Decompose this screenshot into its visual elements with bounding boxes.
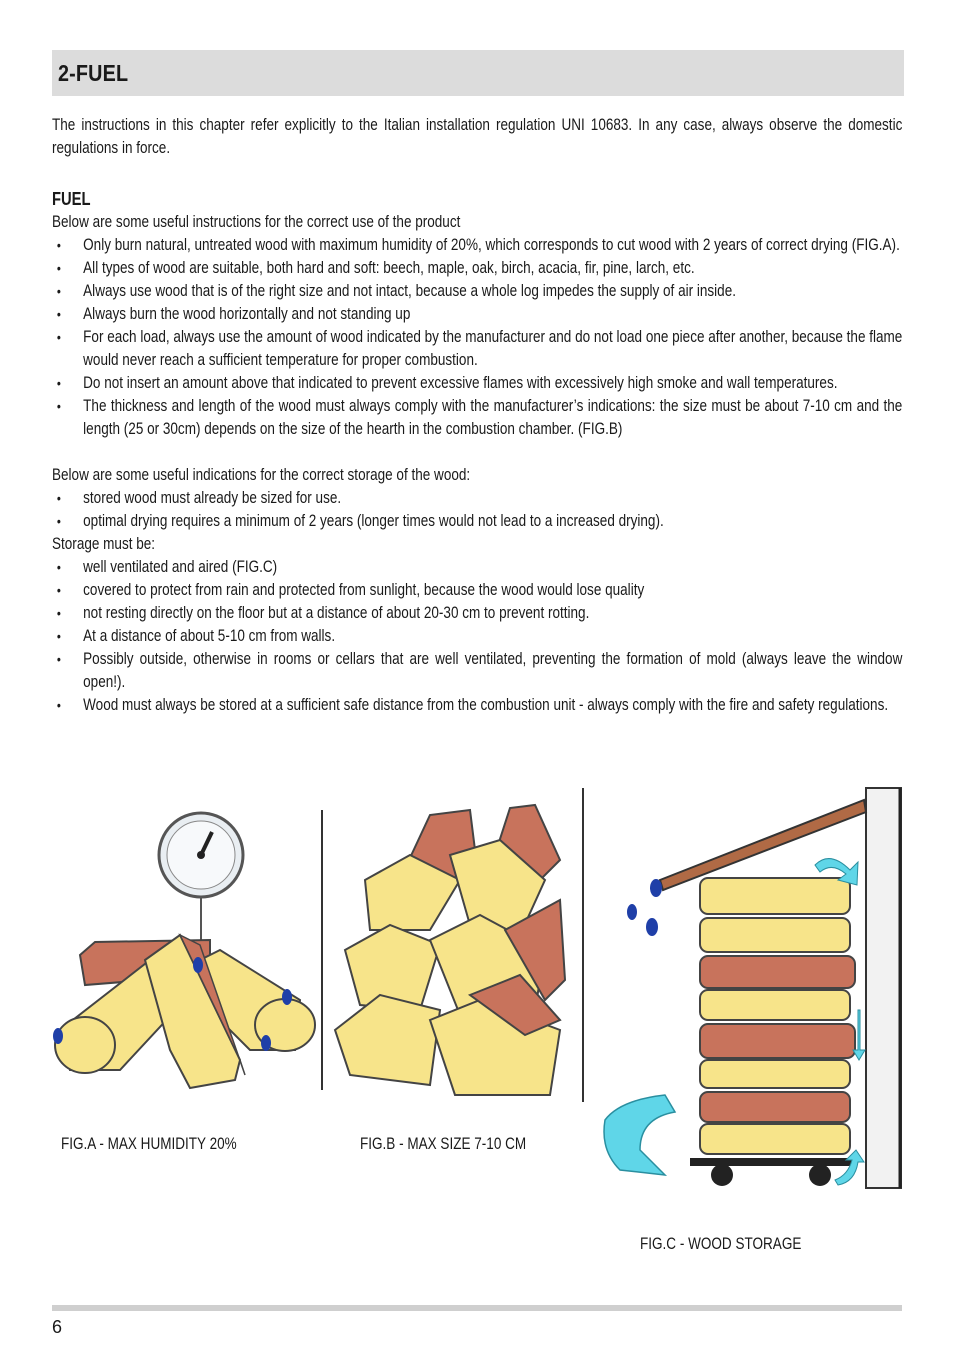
section-title: 2-FUEL	[58, 60, 129, 86]
list-item: • For each load, always use the amount of wood indicated by the manufacturer and do not load one piece after another, because the flame would never reach a sufficient temperature for proper combustion.	[56, 328, 903, 369]
list-item: • All types of wood are suitable, both hard and soft: beech, maple, oak, birch, acacia, fir, pine, larch, etc.	[56, 259, 695, 277]
fuel-heading: FUEL	[52, 189, 91, 209]
footer-divider	[52, 1305, 902, 1311]
section-header	[52, 50, 904, 96]
list-item: • stored wood must already be sized for use.	[56, 489, 342, 507]
storage-must-be-label: Storage must be:	[52, 535, 156, 553]
storage-bullet-list	[52, 487, 902, 533]
fig-c-illustration	[604, 788, 901, 1188]
storage-requirements-list	[52, 556, 902, 717]
list-item: • Do not insert an amount above that indicated to prevent excessive flames with excessively high smoke and wall temperatures.	[56, 374, 838, 392]
list-item: • Only burn natural, untreated wood with maximum humidity of 20%, which corresponds to cut wood with 2 years of correct drying (FIG.A).	[56, 236, 900, 254]
list-item: • The thickness and length of the wood must always comply with the manufacturer’s indications: the size must be about 7-10 cm and the length (25 or 30cm) depends on the size of the hearth in the combustion chamber. (FIG.B)	[56, 397, 903, 438]
list-item: • At a distance of about 5-10 cm from walls.	[56, 627, 336, 645]
page-number: 6	[52, 1317, 63, 1337]
fig-c-caption: FIG.C - WOOD STORAGE	[640, 1235, 802, 1253]
fig-a-caption: FIG.A - MAX HUMIDITY 20%	[61, 1135, 237, 1153]
list-item: • optimal drying requires a minimum of 2 years (longer times would not lead to a increased drying).	[56, 512, 664, 530]
list-item: • well ventilated and aired (FIG.C)	[56, 558, 278, 576]
list-item: • Wood must always be stored at a sufficient safe distance from the combustion unit - always comply with the fire and safety regulations.	[56, 696, 889, 714]
list-item: • Always burn the wood horizontally and not standing up	[56, 305, 411, 323]
fig-b-caption: FIG.B - MAX SIZE 7-10 CM	[360, 1135, 527, 1153]
text-body	[52, 114, 902, 717]
list-item: • Possibly outside, otherwise in rooms or cellars that are well ventilated, preventing the formation of mold (always leave the window open!).	[56, 650, 903, 691]
list-item: • Always use wood that is of the right size and not intact, because a whole log impedes the supply of air inside.	[56, 282, 736, 300]
list-item: • not resting directly on the floor but at a distance of about 20-30 cm to prevent rotting.	[56, 604, 590, 622]
storage-lead: Below are some useful indications for the correct storage of the wood:	[52, 466, 471, 484]
fig-b-illustration	[335, 805, 565, 1095]
main-content	[52, 114, 902, 717]
fig-a-illustration	[53, 813, 315, 1088]
fuel-bullet-list	[52, 234, 902, 441]
list-item: • covered to protect from rain and protected from sunlight, because the wood would lose quality	[56, 581, 645, 599]
intro-paragraph: The instructions in this chapter refer explicitly to the Italian installation regulation UNI 10683. In any case, always observe the domestic regulations in force.	[52, 116, 903, 157]
fuel-lead: Below are some useful instructions for the correct use of the product	[52, 213, 461, 231]
